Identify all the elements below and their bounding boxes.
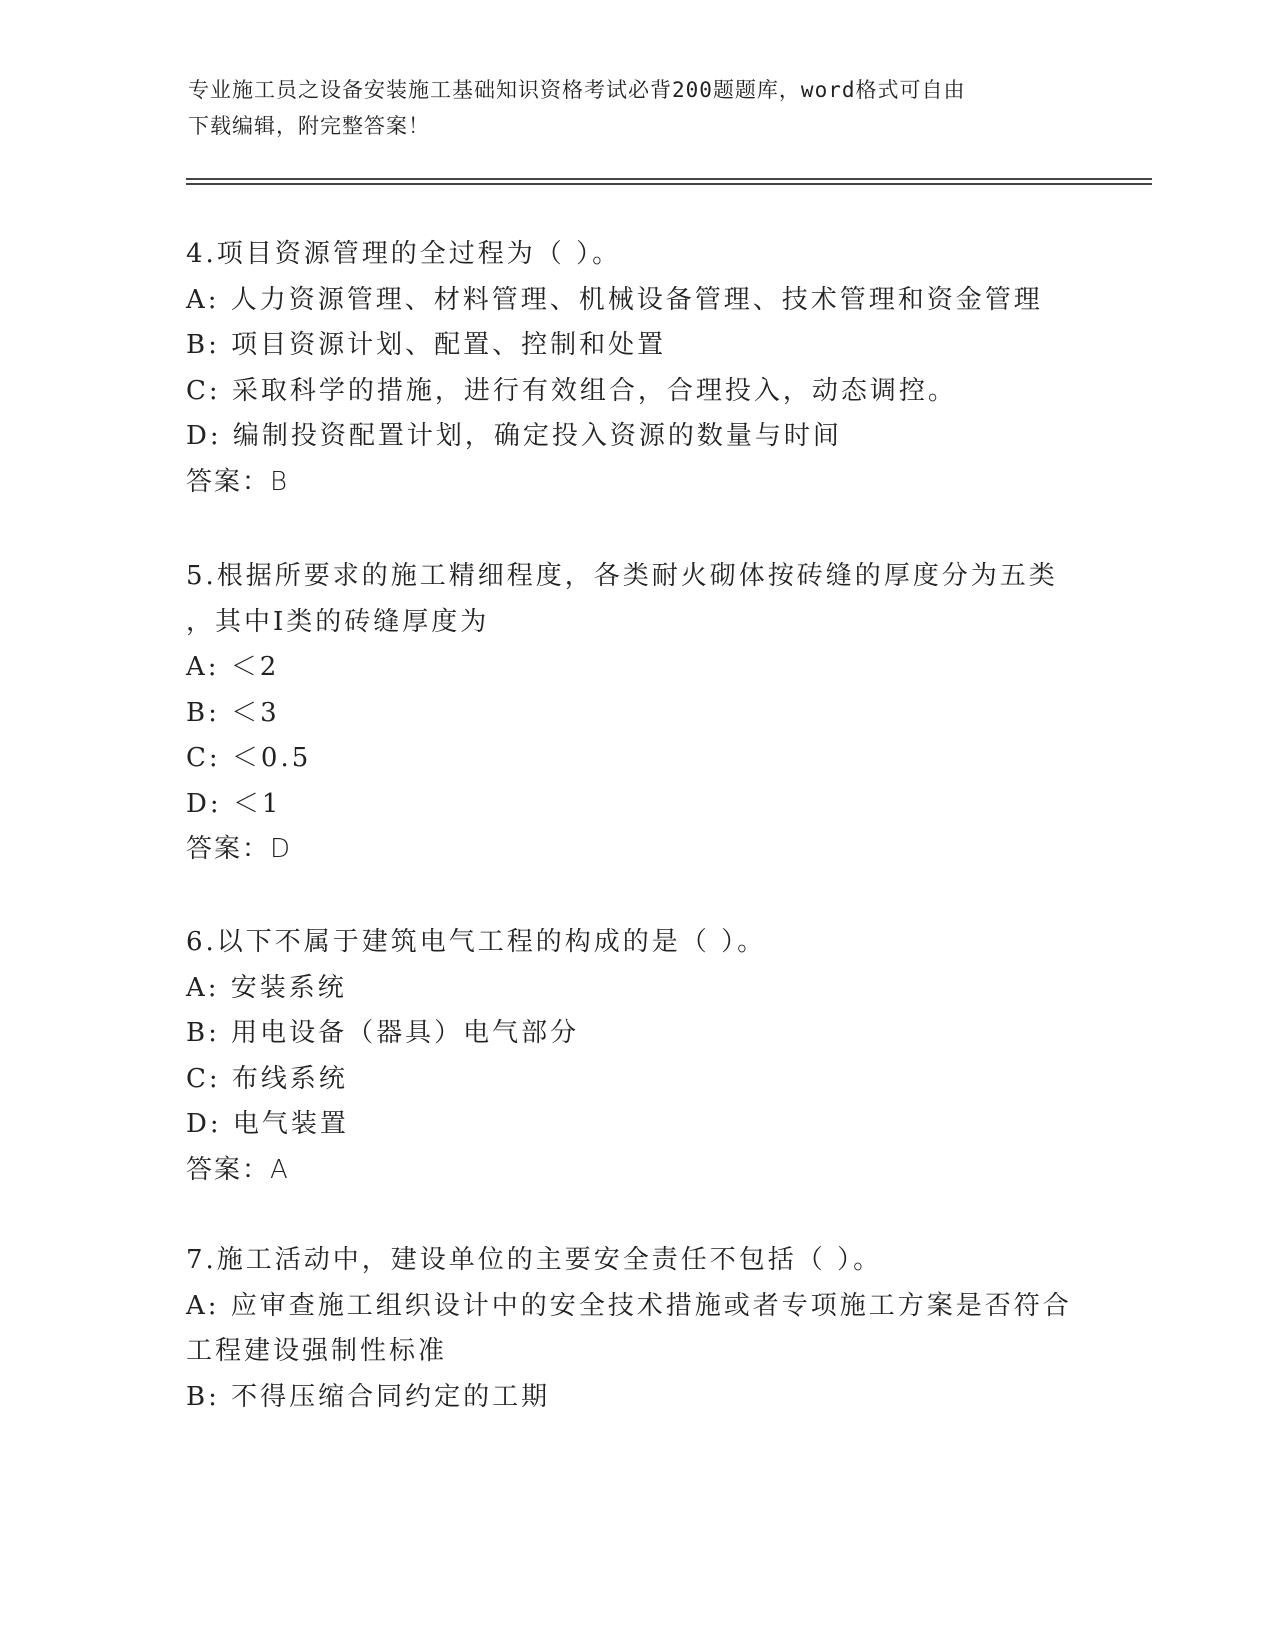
option-c: C: ＜0.5	[186, 743, 312, 773]
answer: 答案：D	[186, 834, 293, 864]
option-d: D: ＜1	[186, 788, 282, 819]
option-b: B: 用电设备（器具）电气部分	[186, 1018, 580, 1048]
question-7	[186, 1238, 1086, 1420]
question-stem: 4.项目资源管理的全过程为（ ）。	[186, 239, 622, 269]
option-a: A: 人力资源管理、材料管理、机械设备管理、技术管理和资金管理	[186, 284, 1043, 315]
option-c: C: 采取科学的措施，进行有效组合，合理投入，动态调控。	[186, 375, 957, 406]
header-divider-bottom	[186, 183, 1152, 185]
question-4	[186, 232, 1086, 505]
option-a: A: 安装系统	[186, 972, 347, 1003]
option-a-continued: 工程建设强制性标准	[186, 1336, 448, 1366]
header-line-2: 下载编辑，附完整答案！	[188, 114, 430, 138]
question-stem: 5.根据所要求的施工精细程度，各类耐火砌体按砖缝的厚度分为五类	[186, 561, 1058, 591]
option-a: A: 应审查施工组织设计中的安全技术措施或者专项施工方案是否符合	[186, 1290, 1072, 1321]
option-a: A: ＜2	[186, 652, 280, 682]
question-stem-continued: ，其中Ⅰ类的砖缝厚度为	[186, 606, 490, 637]
option-d: D: 编制投资配置计划，确定投入资源的数量与时间	[186, 421, 842, 451]
header-line-1: 专业施工员之设备安装施工基础知识资格考试必背200题题库，word格式可自由	[188, 78, 966, 102]
option-c: C: 布线系统	[186, 1063, 348, 1094]
option-b: B: 项目资源计划、配置、控制和处置	[186, 330, 667, 360]
answer: 答案：A	[186, 1154, 290, 1185]
option-d: D: 电气装置	[186, 1109, 349, 1139]
document-header	[188, 72, 1088, 144]
header-divider-top	[186, 178, 1152, 180]
question-5	[186, 554, 1086, 873]
question-stem: 6.以下不属于建筑电气工程的构成的是（ ）。	[186, 927, 767, 957]
answer: 答案：B	[186, 466, 290, 497]
option-b: B: 不得压缩合同约定的工期	[186, 1381, 551, 1412]
question-6	[186, 920, 1086, 1193]
question-stem: 7.施工活动中，建设单位的主要安全责任不包括（ ）。	[186, 1245, 883, 1275]
option-b: B: ＜3	[186, 697, 280, 728]
